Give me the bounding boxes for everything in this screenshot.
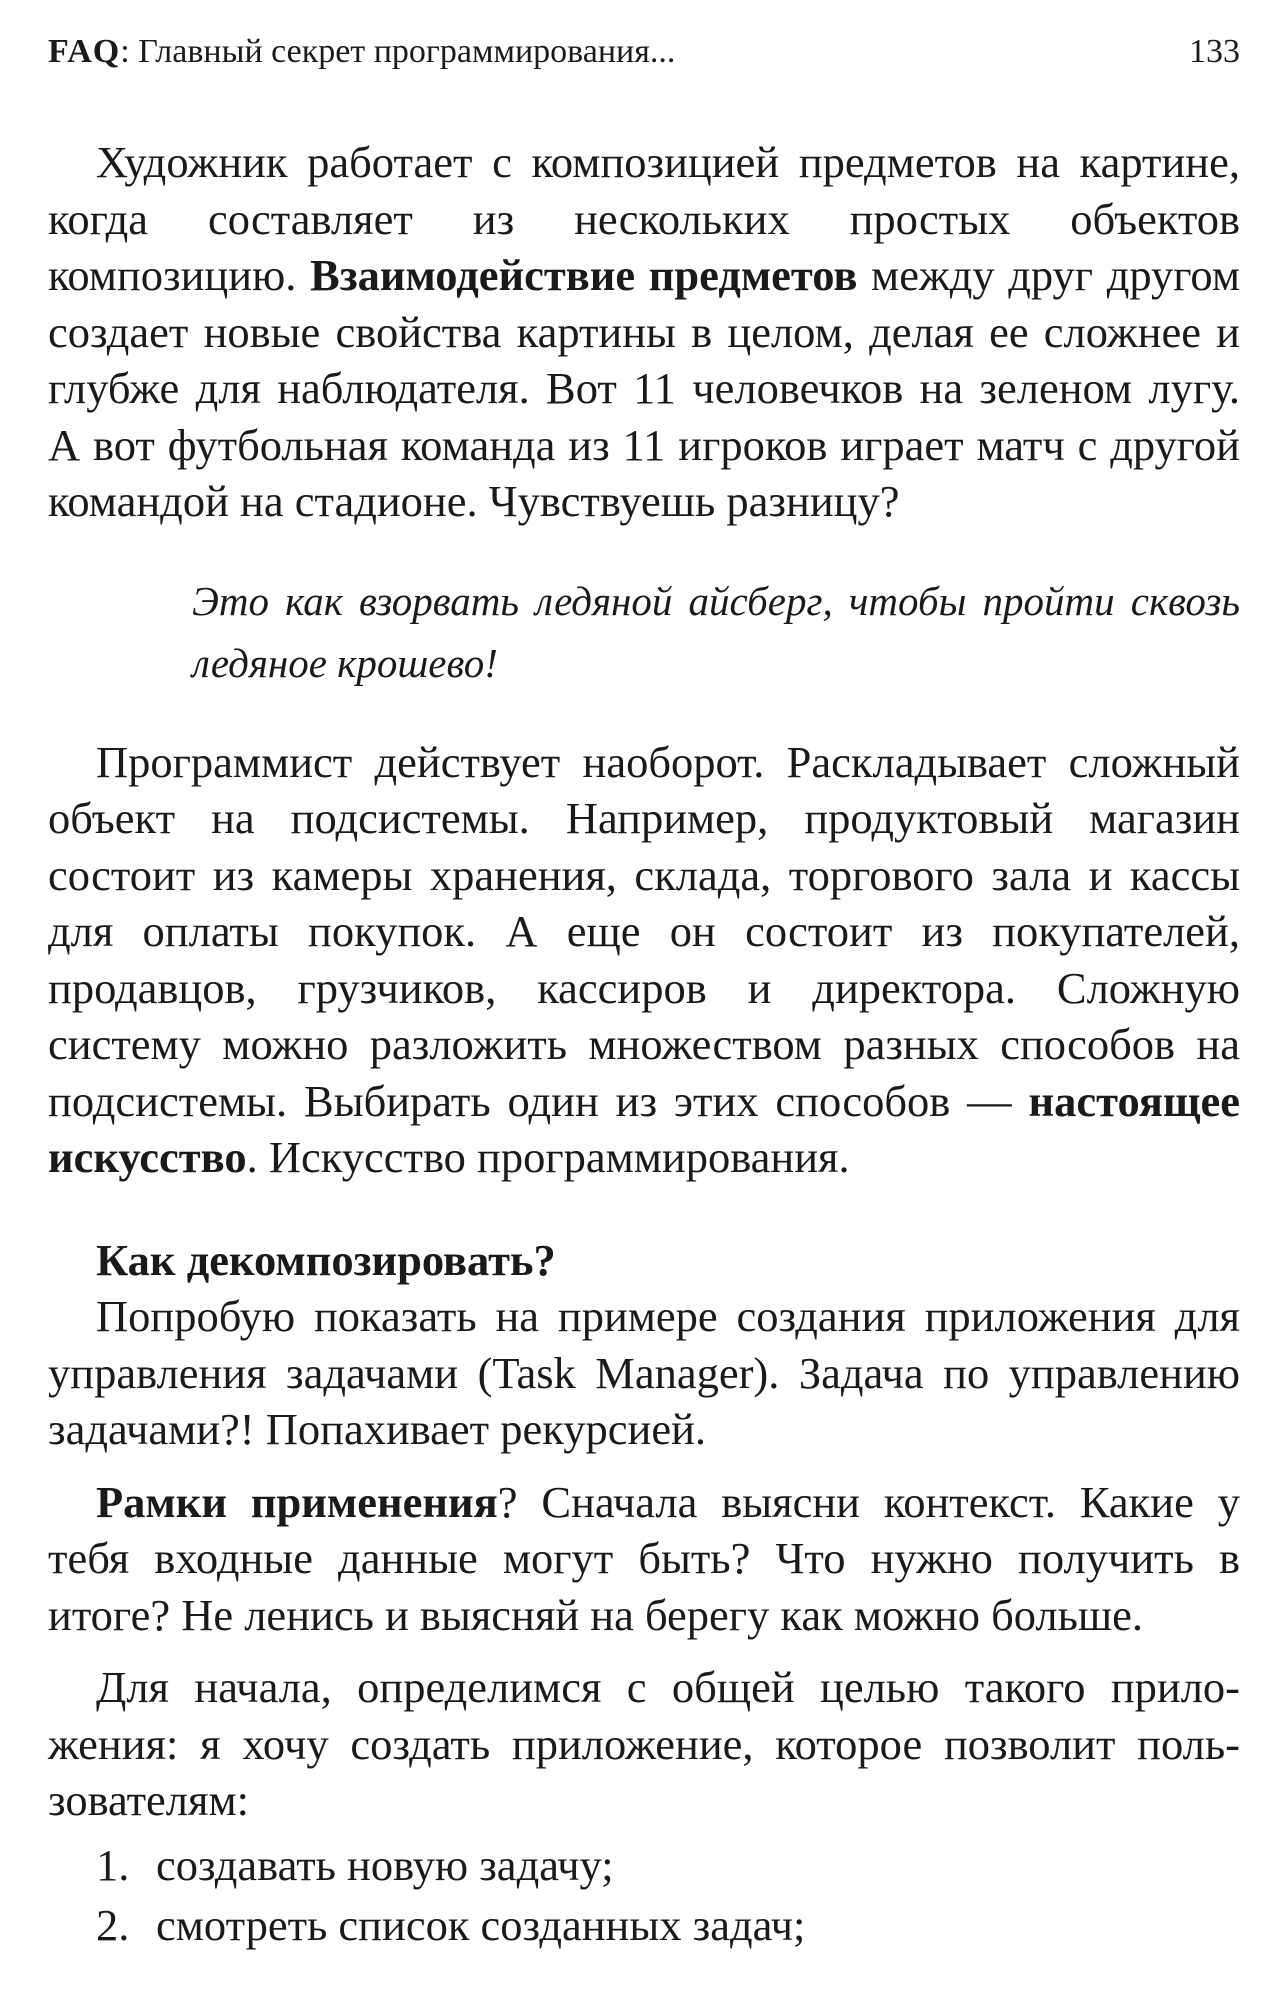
paragraph-text: ? Сначала выясни контекст. Какие у тебя входные данные могут быть? Что нужно получить в итоге? Не ленись и выясняй на берегу как можно больше. bbox=[48, 1476, 1240, 1640]
list-item bbox=[96, 1835, 1240, 1895]
italic-quote: Это как взорвать ледяной айсберг, чтобы пройти сквозь ледяное крошево! bbox=[192, 577, 1240, 686]
list-number: 2. bbox=[96, 1899, 130, 1950]
list-item bbox=[96, 1895, 1240, 1955]
paragraph-text: Художник работает с композицией предметов на картине, когда составляет из нескольких простых объектов композицию. bbox=[48, 137, 1240, 300]
paragraph-goal: Для начала, определимся с общей целью такого приложения: я хочу создать приложение, которое позволит пользователям: bbox=[48, 1662, 1240, 1825]
paragraph-scope bbox=[48, 1474, 1240, 1644]
paragraph-text: . Искусство программирования. bbox=[246, 1132, 850, 1182]
emphasis-bold: настоящее искусство bbox=[48, 1075, 1240, 1182]
paragraph-task-manager: Попробую показать на примере создания приложения для управления задачами (Task Manager). Задача по управлению задачами?! Попахивает рекурсией. bbox=[48, 1291, 1240, 1454]
paragraph-text: Программист действует наоборот. Раскладывает сложный объект на подсистемы. Например, продуктовый магазин состоит из камеры хранения, склада, торгового зала и кассы для оплаты покупок. А еще он состоит из покупателей, продавцов, грузчиков, кассиров и директора. Сложную систему можно разложить множеством разных способов на подсистемы. Выбирать один из этих способов — bbox=[48, 736, 1240, 1126]
emphasis-bold: Взаимодействие предметов bbox=[310, 250, 858, 300]
paragraph-artist bbox=[48, 134, 1240, 530]
emphasis-bold: Рамки применения bbox=[96, 1476, 498, 1527]
running-header bbox=[48, 30, 1240, 74]
section-heading: Как декомпозировать? bbox=[96, 1234, 556, 1285]
list-text: создавать новую задачу; bbox=[156, 1839, 614, 1890]
paragraph-text: между друг другом создает новые свойства картины в целом, делая ее сложнее и глубже для наблюдателя. Вот 11 человечков на зеленом лугу. А вот футбольная команда из 11 игроков играет матч с другой командой на стадионе. Чувствуешь разницу? bbox=[48, 250, 1240, 526]
page-number: 133 bbox=[1189, 33, 1240, 70]
body-text bbox=[48, 134, 1240, 1955]
header-title-text: : Главный секрет программирования... bbox=[120, 33, 676, 70]
list-text: смотреть список созданных задач; bbox=[156, 1899, 806, 1950]
list-number: 1. bbox=[96, 1839, 130, 1890]
numbered-list bbox=[48, 1835, 1240, 1955]
header-acronym: FAQ bbox=[48, 33, 121, 70]
running-header-title bbox=[48, 30, 675, 74]
paragraph-programmer bbox=[48, 734, 1240, 1186]
